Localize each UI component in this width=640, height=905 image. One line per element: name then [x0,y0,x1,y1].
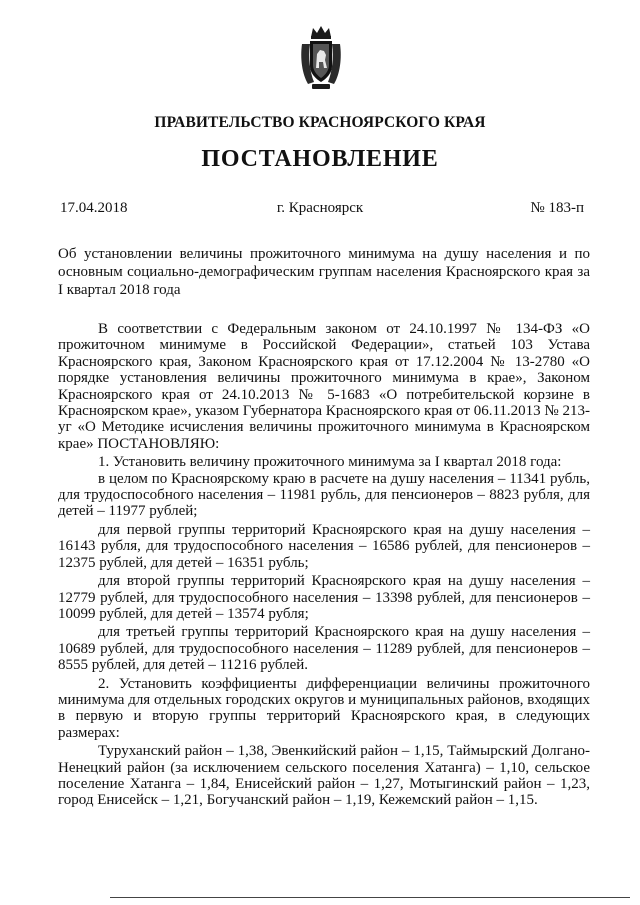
document-type: ПОСТАНОВЛЕНИЕ [201,146,439,172]
preamble-paragraph: В соответствии с Федеральным законом от 24.10.1997 № 134-ФЗ «О прожиточном минимуме в Российской Федерации», статьей 103 Устава Красноярского края, Законом Красноярского края от 17.12.2004 № 13-2780 «О порядке установления величины прожиточного минимума в крае», Законом Красноярского края от 24.10.2013 № 5-1683 «О потребительской корзине в Красноярском крае», указом Губернатора Красноярского края от 06.11.2013 № 213-уг «О Методике исчисления величины прожиточного минимума в Красноярском крае» ПОСТАНОВЛЯЮ: [58,321,590,452]
document-place: г. Красноярск [276,200,364,216]
organization-name: ПРАВИТЕЛЬСТВО КРАСНОЯРСКОГО КРАЯ [154,114,486,131]
document-title: Об установлении величины прожиточного минимума на душу населения и по основным социально-демографическим группам населения Красноярского края за I квартал 2018 года [58,246,590,298]
item-2-coefficients-paragraph: Туруханский район – 1,38, Эвенкийский район – 1,15, Таймырский Долгано-Ненецкий район (за исключением сельского поселения Хатанга) – 1,10, сельское поселение Хатанга – 1,84, Енисейский район – 1,27, Мотыгинский район – 1,23, город Енисейск – 1,21, Богучанский район – 1,19, Кежемский район – 1,15. [58,743,590,809]
scan-edge-line [110,897,630,898]
item-1-total-paragraph: в целом по Красноярскому краю в расчете на душу населения – 11341 рубль, для трудоспособного населения – 11981 рубль, для пенсионеров – 8823 рубля, для детей – 11977 рублей; [58,470,590,520]
document-body [58,321,590,809]
item-1-group-1-paragraph: для первой группы территорий Красноярского края на душу населения – 16143 рубля, для трудоспособного населения – 16586 рублей, для пенсионеров – 12375 рублей, для детей – 16351 рубль; [58,521,590,571]
item-1-group-3-paragraph: для третьей группы территорий Красноярского края на душу населения – 10689 рублей, для трудоспособного населения – 11289 рублей, для пенсионеров – 8555 рублей, для детей – 11216 рублей. [58,624,590,674]
item-1-paragraph: 1. Установить величину прожиточного минимума за I квартал 2018 года: [98,454,562,471]
document-date: 17.04.2018 [60,200,128,216]
item-1-group-2-paragraph: для второй группы территорий Красноярского края на душу населения – 12779 рублей, для трудоспособного населения – 13398 рублей, для пенсионеров – 10099 рублей, для детей – 13574 рубля; [58,573,590,622]
item-2-paragraph: 2. Установить коэффициенты дифференциации величины прожиточного минимума для отдельных городских округов и муниципальных районов, входящих в первую и вторую группы территорий Красноярского края, в следующих размерах: [58,675,590,741]
document-number: № 183-п [530,200,584,216]
coat-of-arms-icon [298,24,344,92]
